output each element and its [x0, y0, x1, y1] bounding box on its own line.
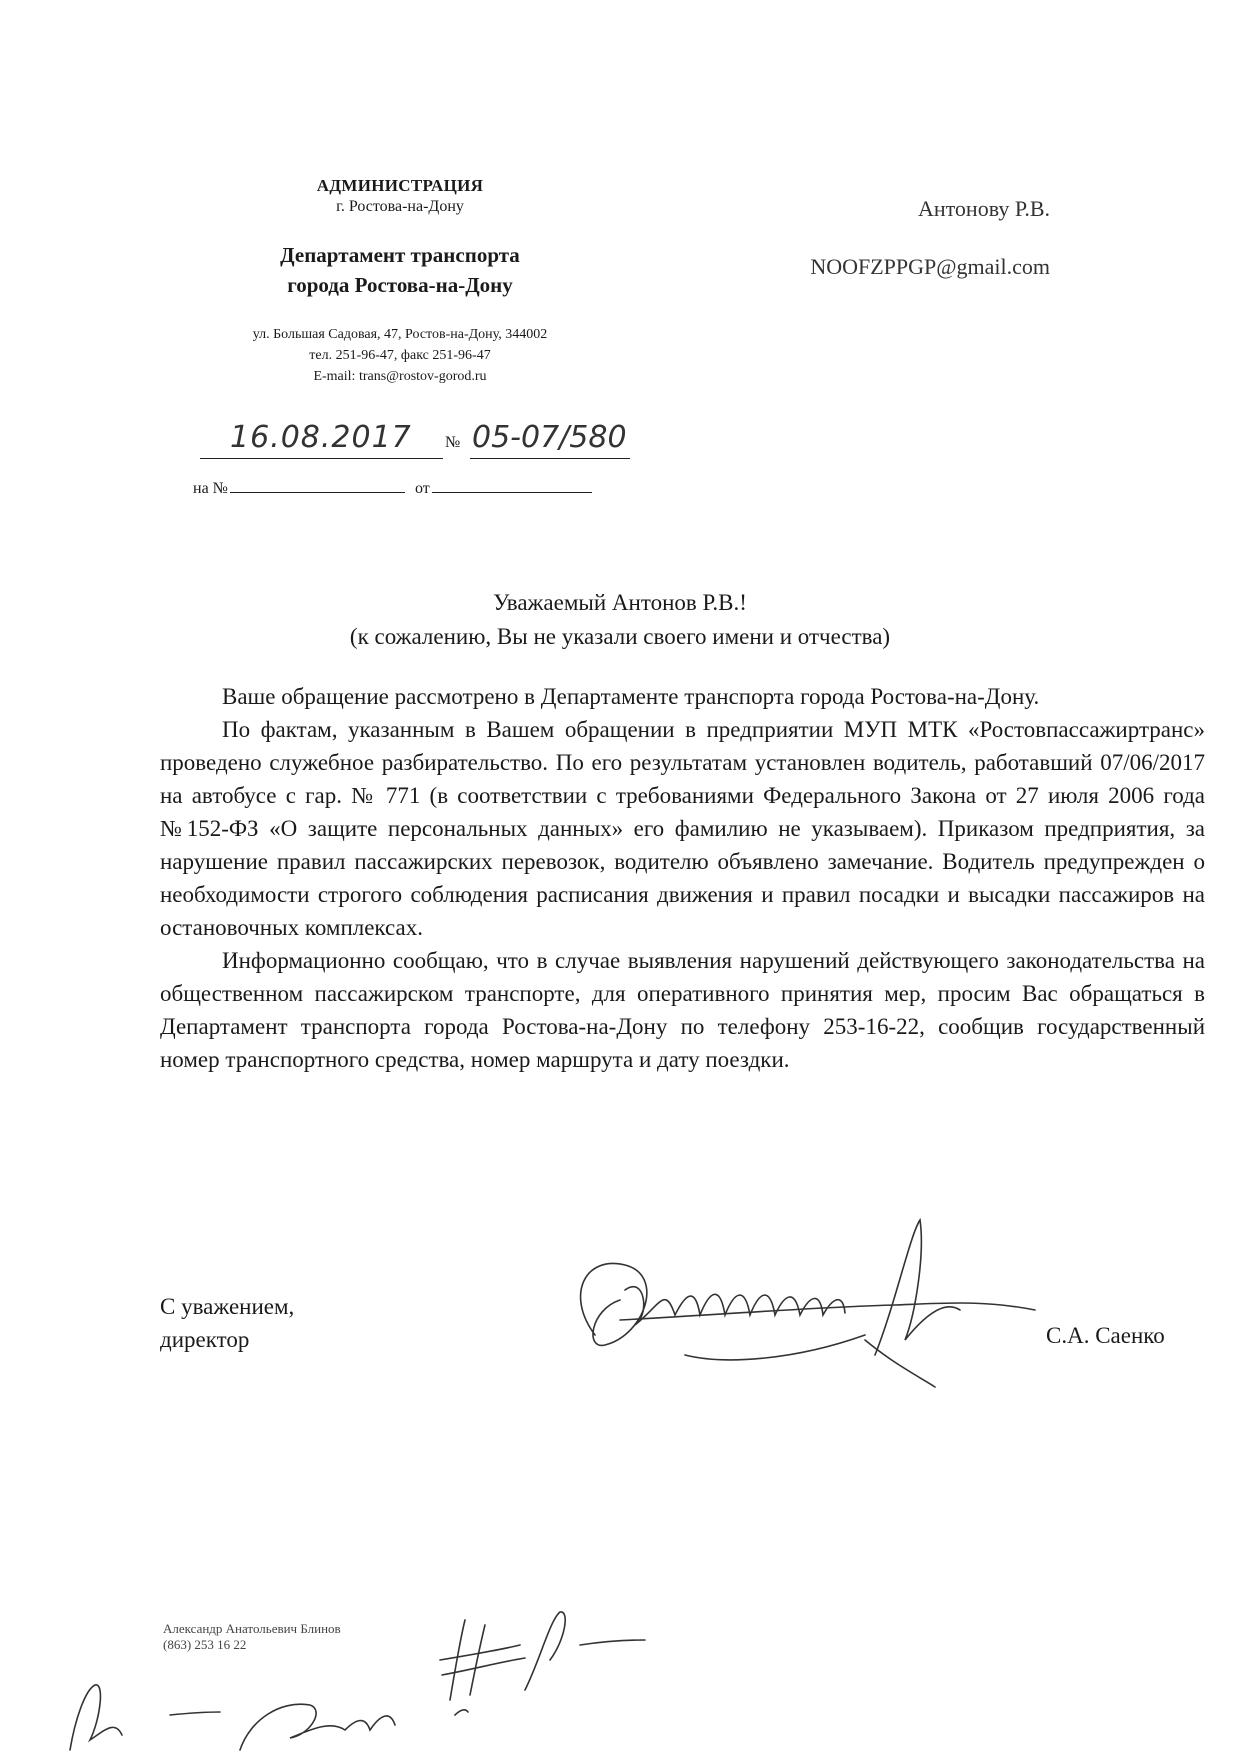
closing-title: директор	[160, 1327, 250, 1352]
date-underline	[200, 458, 443, 459]
closing-regards: С уважением,	[160, 1294, 295, 1319]
department-line-1: Департамент транспорта	[280, 243, 520, 267]
executor-name: Александр Анатольевич Блинов	[163, 1621, 341, 1636]
number-underline	[470, 458, 630, 459]
ref-from-prefix: от	[414, 480, 430, 497]
letterhead-department	[170, 240, 630, 300]
recipient-email: NOOFZPPGP@gmail.com	[810, 254, 1050, 279]
body-paragraph-1: Ваше обращение рассмотрено в Департаменте транспорта города Ростова-на-Дону.	[222, 684, 1040, 709]
letterhead-contacts	[170, 324, 630, 387]
closing	[160, 1290, 294, 1356]
greeting	[0, 586, 1240, 654]
executor-phone: (863) 253 16 22	[163, 1637, 247, 1652]
letterhead-address: ул. Большая Садовая, 47, Ростов-на-Дону, 344002	[252, 327, 548, 342]
registration-line	[200, 420, 630, 460]
number-prefix: №	[445, 434, 461, 451]
recipient-name: Антонову Р.В.	[917, 196, 1050, 221]
letterhead-city: г. Ростова-на-Дону	[336, 198, 464, 215]
executor-note	[163, 1621, 341, 1653]
signer-name: С.А. Саенко	[1046, 1323, 1165, 1348]
body-paragraph-2: По фактам, указанным в Вашем обращении в предприятии МУП МТК «Ростовпассажиртранс» проведено служебное разбирательство. По его результатам установлен водитель, работавший 07/06/2017 на автобусе с гар. № 771 (в соответствии с требованиями Федерального Закона от 27 июля 2006 года №152-ФЗ «О защите персональных данных» его фамилию не указываем). Приказом предприятия, за нарушение правил пассажирских перевозок, водителю объявлено замечание. Водитель предупрежден о необходимости строгого соблюдения расписания движения и правил посадки и высадки пассажиров на остановочных комплексах.	[160, 717, 1205, 940]
ref-number-prefix: на №	[193, 480, 228, 497]
letterhead-email: E-mail: trans@rostov-gorod.ru	[313, 369, 487, 384]
recipient-block	[810, 196, 1050, 280]
department-line-2: города Ростова-на-Дону	[287, 273, 513, 297]
handwritten-marks	[60, 1660, 540, 1753]
ref-number-blank	[230, 478, 405, 493]
greeting-line-2: (к сожалению, Вы не указали своего имени и отчества)	[349, 624, 891, 649]
letterhead	[170, 176, 630, 387]
reference-line	[193, 478, 598, 498]
ref-date-blank	[432, 478, 592, 493]
director-signature	[565, 1215, 1045, 1390]
handwritten-date: 16.08.2017	[230, 420, 412, 455]
letterhead-phones: тел. 251-96-47, факс 251-96-47	[309, 348, 491, 363]
letter-body	[160, 680, 1205, 1076]
handwritten-reg-number: 05-07/580	[472, 420, 627, 455]
greeting-line-1: Уважаемый Антонов Р.В.!	[493, 590, 747, 615]
letterhead-org: АДМИНИСТРАЦИЯ	[316, 176, 484, 195]
body-paragraph-3: Информационно сообщаю, что в случае выявления нарушений действующего законодательства на общественном пассажирском транспорте, для оперативного принятия мер, просим Вас обращаться в Департамент транспорта города Ростова-на-Дону по телефону 253-16-22, сообщив государственный номер транспортного средства, номер маршрута и дату поездки.	[160, 948, 1205, 1072]
